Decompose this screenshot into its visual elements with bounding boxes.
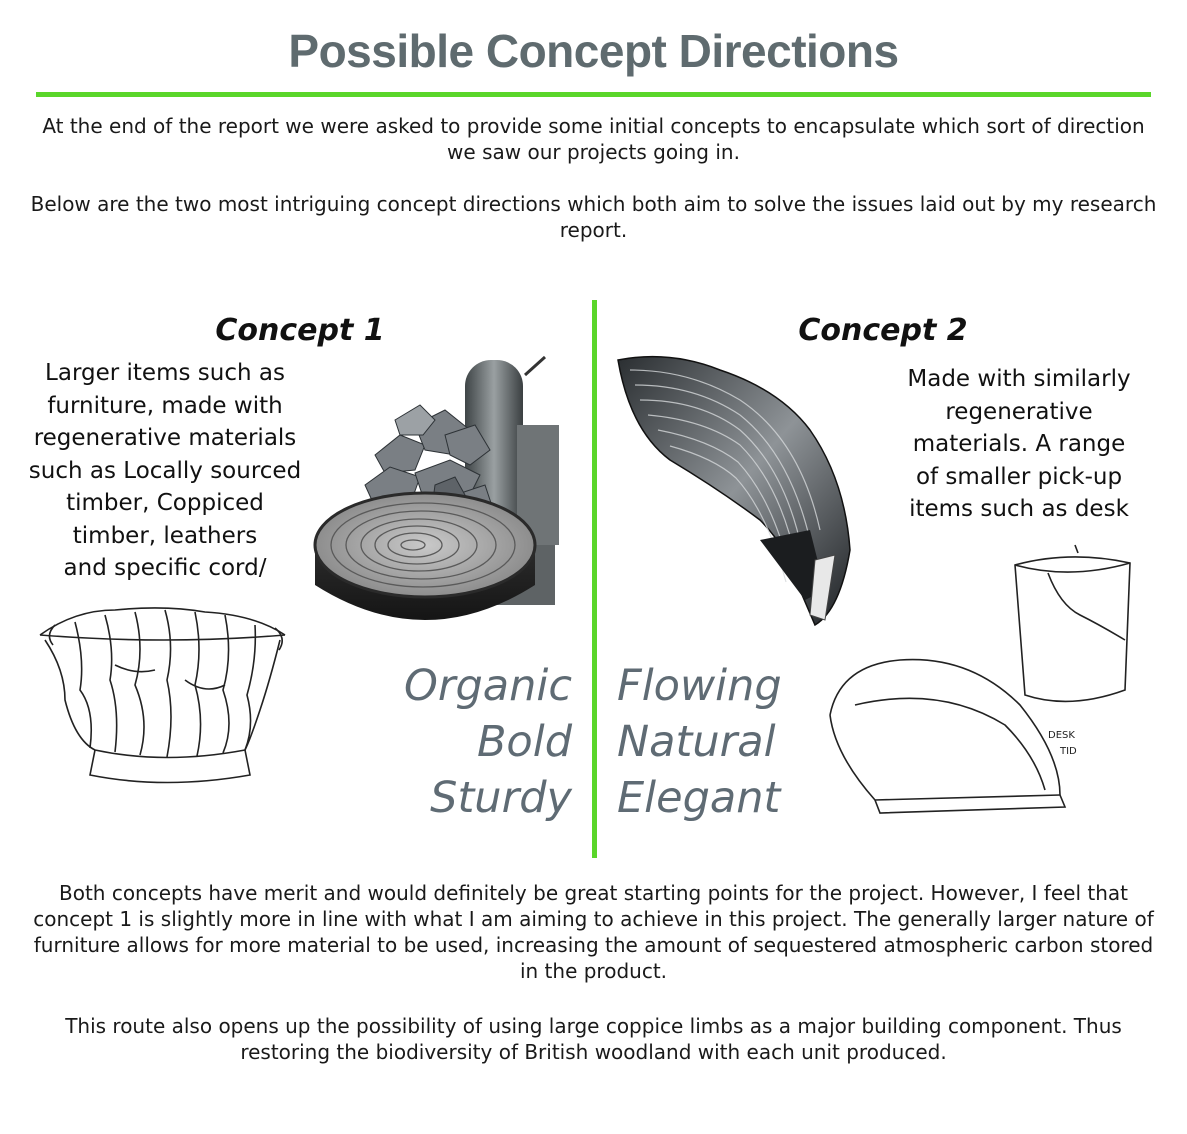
keyword-elegant: Elegant [617,773,781,823]
description-line: regenerative materials [33,425,297,451]
concept-2-heading: Concept 2 [798,313,968,348]
description-line: and specific cord/ [63,555,267,581]
description-line: such as Locally sourced [28,457,302,484]
keyword-bold: Bold [476,717,572,767]
conclusion-paragraph-2: This route also opens up the possibility of using large coppice limbs as a major building component. Thus restoring the biodiversity of British woodland with each unit produced. [65,1014,1122,1064]
concept-1-heading: Concept 1 [215,313,385,348]
description-line: furniture, made with [47,392,283,419]
description-line: materials. A range [912,431,1126,457]
concept-2-keywords [617,658,859,826]
intro-paragraph-2: Below are the two most intriguing concept directions which both aim to solve the issues laid out by my research report. [30,192,1157,242]
description-line: items such as desk [909,496,1129,522]
furniture-sketch-image [35,600,295,790]
description-line: timber, leathers [72,522,258,549]
desk-tidy-sketch-image [820,545,1160,820]
description-line: regenerative [945,398,1093,425]
description-line: Larger items such as [45,360,285,386]
description-line: of smaller pick-up [915,463,1123,490]
conclusion-paragraph-1: Both concepts have merit and would definitely be great starting points for the project. However, I feel that concept 1 is slightly more in line with what I am aiming to achieve in this project. The generally larger nature of furniture allows for more material to be used, increasing the amount of sequestered atmospheric carbon stored in the product. [33,881,1154,983]
keyword-organic: Organic [403,661,572,711]
keyword-natural: Natural [617,717,776,767]
desk-note-line-1: DESK [1048,730,1075,741]
description-line: timber, Coppiced [66,490,264,516]
center-divider [592,300,597,858]
concept-1-keywords [330,658,572,826]
concept-2-description [896,363,1142,526]
page-title: Possible Concept Directions [288,25,899,77]
description-line: Made with similarly [907,366,1131,392]
keyword-flowing: Flowing [617,661,782,711]
desk-note-line-2: TID [1060,746,1077,757]
intro-paragraph-1: At the end of the report we were asked to provide some initial concepts to encapsulate which sort of direction we saw our projects going in. [42,114,1145,164]
wood-stone-moodboard-image [305,355,575,635]
concept-1-description [20,357,310,585]
title-rule [36,92,1151,97]
keyword-sturdy: Sturdy [430,773,572,823]
